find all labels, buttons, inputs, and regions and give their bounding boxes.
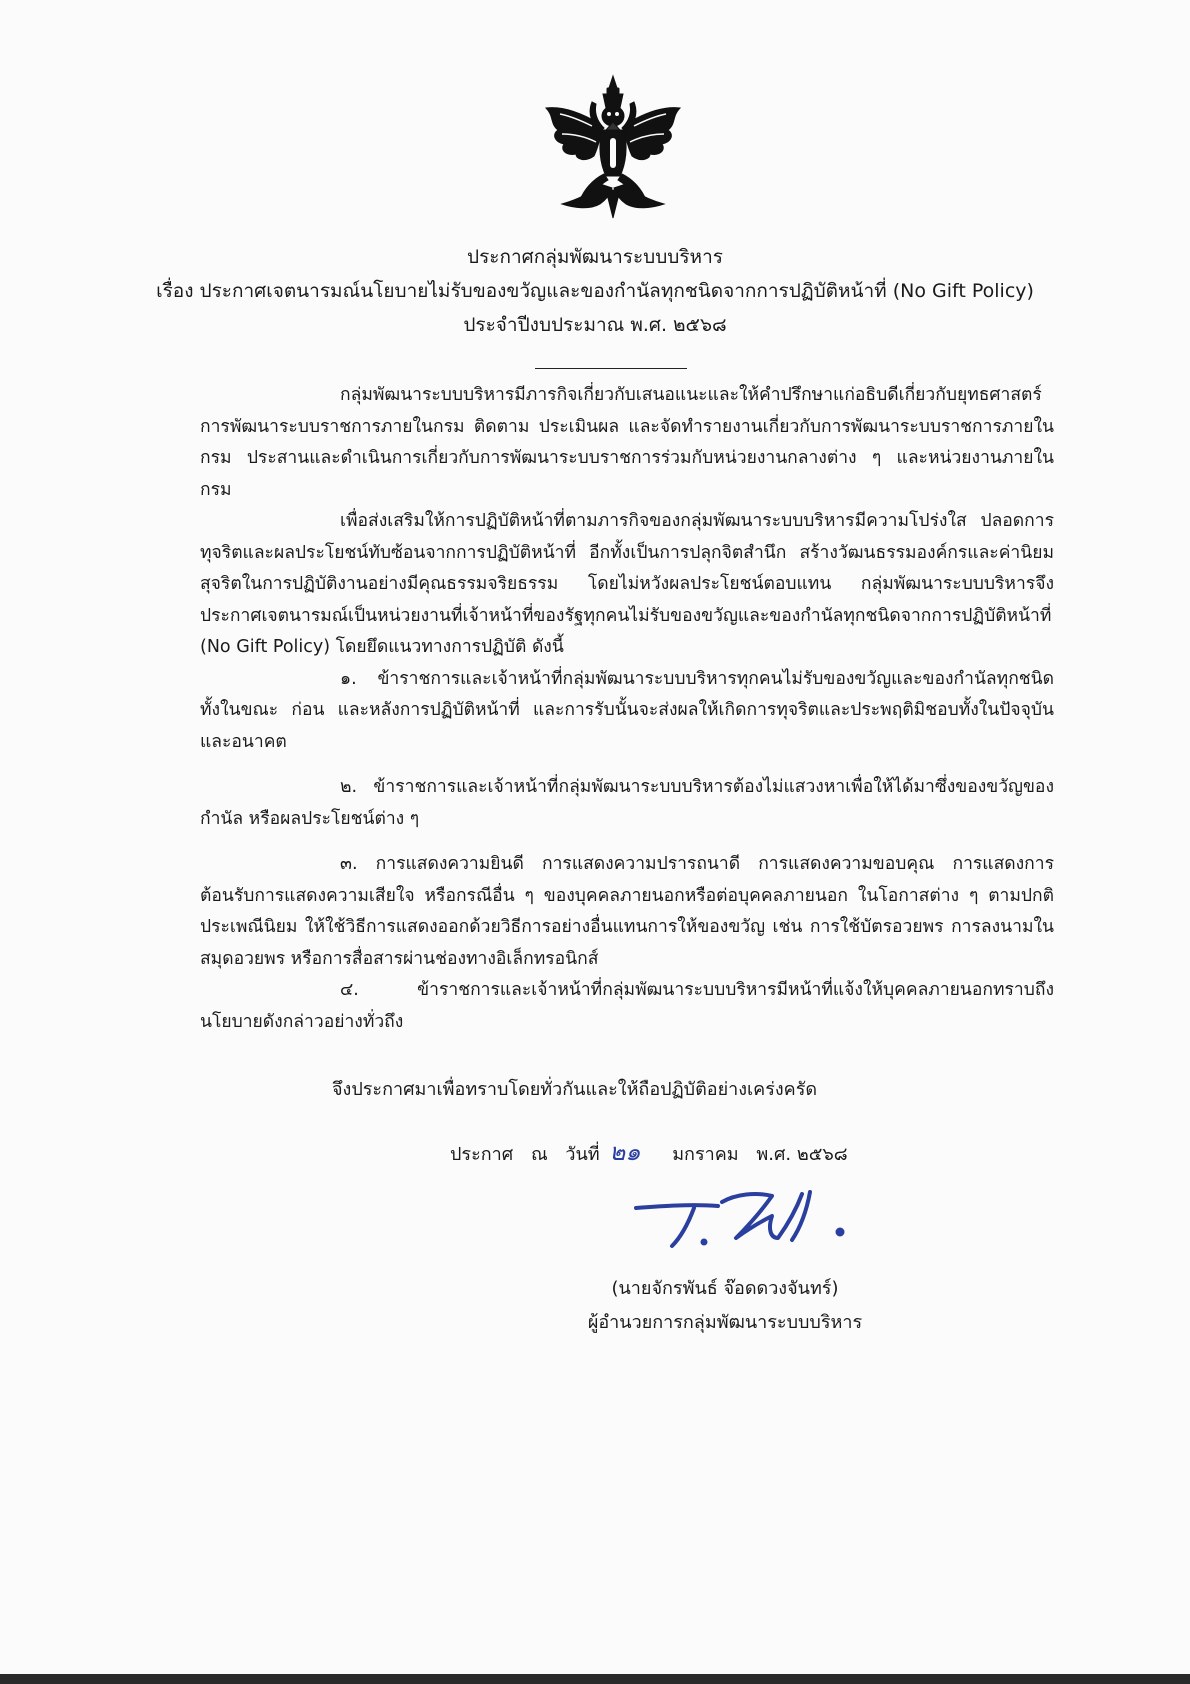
paragraph-item-2: ๒. ข้าราชการและเจ้าหน้าที่กลุ่มพัฒนาระบบบริหารต้องไม่แสวงหาเพื่อให้ได้มาซึ่งของขวัญของกำนัล หรือผลประโยชน์ต่าง ๆ [200, 777, 1054, 829]
announcement-date [450, 1136, 848, 1171]
handwritten-signature-icon [632, 1180, 882, 1270]
date-day-label: วันที่ [565, 1144, 600, 1165]
date-month: มกราคม [672, 1144, 739, 1165]
document-header [0, 240, 1190, 342]
document-body [200, 380, 1054, 1038]
paragraph-intro: กลุ่มพัฒนาระบบบริหารมีภารกิจเกี่ยวกับเสนอแนะและให้คำปรึกษาแก่อธิบดีเกี่ยวกับยุทธศาสตร์การพัฒนาระบบราชการภายในกรม ติดตาม ประเมินผล และจัดทำรายงานเกี่ยวกับการพัฒนาระบบราชการภายในกรม ประสานและดำเนินการเกี่ยวกับการพัฒนาระบบราชการร่วมกับหน่วยงานกลางต่าง ๆ และหน่วยงานภายในกรม [200, 385, 1054, 500]
signer-position: ผู้อำนวยการกลุ่มพัฒนาระบบบริหาร [587, 1312, 863, 1333]
date-prefix: ประกาศ [450, 1144, 514, 1165]
paragraph-purpose: เพื่อส่งเสริมให้การปฏิบัติหน้าที่ตามภารกิจของกลุ่มพัฒนาระบบบริหารมีความโปร่งใส ปลอดการทุจริตและผลประโยชน์ทับซ้อนจากการปฏิบัติหน้าที่ อีกทั้งเป็นการปลุกจิตสำนึก สร้างวัฒนธรรมองค์กรและค่านิยมสุจริตในการปฏิบัติงานอย่างมีคุณธรรมจริยธรรม โดยไม่หวังผลประโยชน์ตอบแทน กลุ่มพัฒนาระบบบริหารจึงประกาศเจตนารมณ์เป็นหน่วยงานที่เจ้าหน้าที่ของรัฐทุกคนไม่รับของขวัญและของกำนัลทุกชนิดจากการปฏิบัติหน้าที่ (No Gift Policy) โดยยึดแนวทางการปฏิบัติ ดังนี้ [200, 511, 1054, 657]
paragraph-item-3: ๓. การแสดงความยินดี การแสดงความปรารถนาดี การแสดงความขอบคุณ การแสดงการต้อนรับการแสดงความเสียใจ หรือกรณีอื่น ๆ ของบุคคลภายนอกหรือต่อบุคคลภายนอก ในโอกาสต่าง ๆ ตามปกติประเพณีนิยม ให้ใช้วิธีการแสดงออกด้วยวิธีการอย่างอื่นแทนการให้ของขวัญ เช่น การใช้บัตรอวยพร การลงนามในสมุดอวยพร หรือการสื่อสารผ่านช่องทางอิเล็กทรอนิกส์ [200, 854, 1054, 969]
garuda-emblem-icon [540, 72, 686, 222]
closing-statement: จึงประกาศมาเพื่อทราบโดยทั่วกันและให้ถือปฏิบัติอย่างเคร่งครัด [332, 1079, 818, 1100]
paragraph-item-1: ๑. ข้าราชการและเจ้าหน้าที่กลุ่มพัฒนาระบบบริหารทุกคนไม่รับของขวัญและของกำนัลทุกชนิดทั้งในขณะ ก่อน และหลังการปฏิบัติหน้าที่ และการรับนั้นจะส่งผลให้เกิดการทุจริตและประพฤติมิชอบทั้งในปัจจุบันและอนาคต [200, 668, 1054, 752]
date-year: พ.ศ. ๒๕๖๘ [756, 1144, 848, 1165]
header-divider [535, 368, 687, 369]
org-title: ประกาศกลุ่มพัฒนาระบบบริหาร [467, 246, 723, 268]
paragraph-item-4: ๔. ข้าราชการและเจ้าหน้าที่กลุ่มพัฒนาระบบบริหารมีหน้าที่แจ้งให้บุคคลภายนอกทราบถึงนโยบายดังกล่าวอย่างทั่วถึง [200, 980, 1054, 1032]
date-day-handwritten: ๒๑ [609, 1138, 641, 1166]
signer-block [560, 1272, 890, 1340]
fiscal-year-line: ประจำปีงบประมาณ พ.ศ. ๒๕๖๘ [463, 314, 727, 336]
signer-name: (นายจักรพันธ์ จ๊อดดวงจันทร์) [611, 1278, 839, 1299]
date-na: ณ [530, 1144, 548, 1165]
scan-edge [0, 1674, 1190, 1684]
subject-line: เรื่อง ประกาศเจตนารมณ์นโยบายไม่รับของขวัญและของกำนัลทุกชนิดจากการปฏิบัติหน้าที่ (No Gift Policy) [156, 280, 1034, 302]
